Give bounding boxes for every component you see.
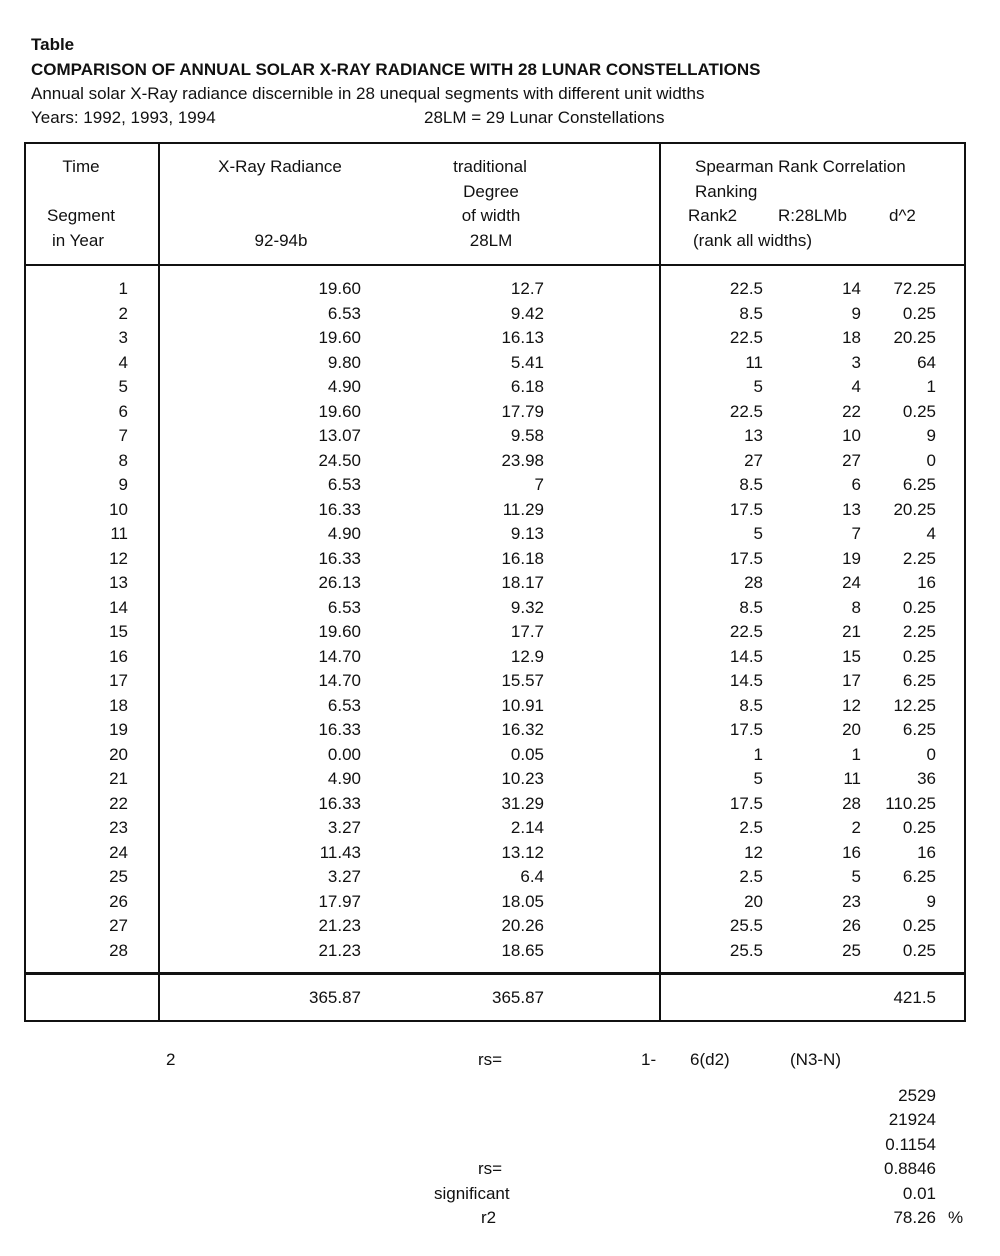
cell-d-squared: 110.25 [885,793,936,813]
cell-degree-width: 18.17 [501,573,544,592]
header-in-year: in Year [52,231,104,250]
cell-rank2: 8.5 [739,303,763,323]
cell-rank-28lmb: 21 [842,622,861,641]
table-label: Table [31,35,75,54]
table-row [0,327,1000,352]
r2-label: r2 [481,1208,497,1227]
cell-segment: 19 [109,720,128,739]
cell-rank-28lmb: 18 [842,328,861,347]
cell-rank-28lmb: 2 [851,818,861,837]
header-28lm: 28LM [469,231,513,250]
cell-d-squared: 36 [917,769,936,788]
cell-xray-radiance: 3.27 [327,867,361,886]
cell-rank2: 17.5 [729,548,763,568]
header-ranking: Ranking [695,182,758,201]
cell-d-squared: 20.25 [893,328,936,347]
table-row [0,523,1000,548]
table-row [0,621,1000,646]
cell-rank2: 8.5 [739,597,763,617]
cell-d-squared: 1 [926,377,936,396]
cell-segment: 1 [118,279,128,298]
cell-rank-28lmb: 8 [851,597,861,617]
table-row [0,940,1000,965]
cell-rank-28lmb: 16 [842,842,861,862]
cell-d-squared: 6.25 [902,475,936,494]
cell-segment: 27 [109,916,128,935]
cell-xray-radiance: 16.33 [318,720,361,739]
table-row [0,768,1000,793]
cell-rank-28lmb: 28 [842,793,861,813]
cell-d-squared: 16 [917,842,936,862]
header-r28lmb: R:28LMb [778,206,847,225]
cell-degree-width: 31.29 [501,793,544,813]
cell-xray-radiance: 3.27 [327,818,361,837]
table-row [0,695,1000,720]
cell-segment: 4 [118,352,128,372]
rs-value: 0.8846 [884,1159,936,1178]
cell-xray-radiance: 17.97 [318,891,361,911]
page-title: COMPARISON OF ANNUAL SOLAR X-RAY RADIANCE WITH 28 LUNAR CONSTELLATIONS [31,60,761,79]
cell-rank-28lmb: 9 [851,303,861,323]
table-row [0,425,1000,450]
cell-rank-28lmb: 27 [842,450,861,470]
cell-segment: 16 [109,646,128,666]
cell-rank-28lmb: 22 [842,401,861,421]
table-row [0,866,1000,891]
cell-xray-radiance: 4.90 [327,524,361,543]
cell-segment: 12 [109,548,128,568]
cell-degree-width: 18.05 [501,891,544,911]
cell-d-squared: 72.25 [893,279,936,298]
cell-segment: 20 [109,744,128,764]
cell-degree-width: 9.58 [510,426,544,445]
cell-rank2: 28 [744,573,763,592]
table-row [0,646,1000,671]
cell-rank2: 25.5 [729,940,763,960]
cell-rank2: 8.5 [739,475,763,494]
cell-rank2: 14.5 [729,671,763,690]
cell-degree-width: 16.13 [501,328,544,347]
cell-d-squared: 6.25 [902,720,936,739]
table-row [0,450,1000,475]
cell-d-squared: 2.25 [902,622,936,641]
cell-xray-radiance: 19.60 [318,328,361,347]
table-row [0,842,1000,867]
table-row [0,572,1000,597]
cell-xray-radiance: 21.23 [318,916,361,935]
cell-rank2: 11 [745,352,763,372]
formula-rs: rs= [478,1050,503,1069]
cell-d-squared: 20.25 [893,499,936,519]
cell-xray-radiance: 16.33 [318,499,361,519]
cell-rank-28lmb: 12 [842,695,861,715]
n3-n-value: 21924 [888,1110,936,1129]
cell-degree-width: 23.98 [501,450,544,470]
cell-xray-radiance: 16.33 [318,548,361,568]
cell-xray-radiance: 4.90 [327,377,361,396]
table-row [0,401,1000,426]
cell-degree-width: 18.65 [501,940,544,960]
table-row [0,303,1000,328]
cell-rank2: 5 [753,769,763,788]
cell-rank-28lmb: 25 [842,940,861,960]
header-d2: d^2 [889,206,916,225]
cell-degree-width: 10.91 [501,695,544,715]
cell-rank2: 12 [744,842,763,862]
table-row [0,474,1000,499]
cell-degree-width: 17.7 [510,622,544,641]
cell-xray-radiance: 19.60 [318,622,361,641]
years-text: Years: 1992, 1993, 1994 [31,108,216,127]
cell-xray-radiance: 16.33 [318,793,361,813]
cell-rank2: 27 [744,450,763,470]
cell-segment: 17 [109,671,128,690]
cell-rank-28lmb: 5 [851,867,861,886]
cell-rank2: 20 [744,891,763,911]
cell-rank-28lmb: 24 [842,573,861,592]
cell-rank2: 25.5 [729,916,763,935]
cell-segment: 18 [109,695,128,715]
cell-segment: 22 [109,793,128,813]
cell-xray-radiance: 14.70 [318,671,361,690]
cell-d-squared: 0.25 [902,597,936,617]
cell-d-squared: 9 [926,891,936,911]
cell-d-squared: 0 [926,450,936,470]
cell-d-squared: 0.25 [902,646,936,666]
cell-xray-radiance: 19.60 [318,279,361,298]
cell-degree-width: 7 [534,475,544,494]
r2-value: 78.26 [893,1208,936,1227]
cell-rank-28lmb: 3 [851,352,861,372]
cell-d-squared: 4 [926,524,936,543]
cell-rank-28lmb: 17 [842,671,861,690]
cell-rank-28lmb: 7 [851,524,861,543]
table-row [0,793,1000,818]
cell-segment: 2 [118,303,128,323]
cell-segment: 10 [109,499,128,519]
cell-xray-radiance: 9.80 [327,352,361,372]
cell-xray-radiance: 14.70 [318,646,361,666]
cell-segment: 15 [109,622,128,641]
cell-d-squared: 0.25 [902,401,936,421]
ratio-value: 0.1154 [885,1135,936,1154]
header-segment: Segment [46,206,116,225]
cell-degree-width: 6.4 [520,867,544,886]
cell-degree-width: 9.13 [510,524,544,543]
header-divider [24,264,966,266]
cell-d-squared: 64 [917,352,936,372]
cell-rank-28lmb: 20 [842,720,861,739]
cell-d-squared: 16 [917,573,936,592]
subtitle: Annual solar X-Ray radiance discernible in 28 unequal segments with different unit widths [31,84,705,103]
cell-rank2: 5 [753,377,763,396]
cell-rank-28lmb: 10 [842,426,861,445]
legend-note: 28LM = 29 Lunar Constellations [424,108,665,127]
cell-degree-width: 16.18 [501,548,544,568]
cell-xray-radiance: 13.07 [318,426,361,445]
cell-rank2: 13 [744,426,763,445]
cell-rank-28lmb: 19 [842,548,861,568]
cell-d-squared: 0.25 [902,916,936,935]
table-row [0,744,1000,769]
header-time: Time [62,157,100,176]
cell-d-squared: 0.25 [902,303,936,323]
table-row [0,352,1000,377]
cell-d-squared: 0.25 [902,818,936,837]
cell-d-squared: 2.25 [902,548,936,568]
cell-rank2: 22.5 [729,279,763,298]
cell-segment: 14 [109,597,128,617]
table-row [0,719,1000,744]
header-degree: Degree [463,182,519,201]
cell-segment: 25 [109,867,128,886]
cell-segment: 28 [109,940,128,960]
cell-rank-28lmb: 15 [842,646,861,666]
header-rank-all-widths: (rank all widths) [693,231,813,250]
cell-degree-width: 20.26 [501,916,544,935]
cell-degree-width: 6.18 [510,377,544,396]
cell-xray-radiance: 6.53 [327,597,361,617]
cell-rank-28lmb: 26 [842,916,861,935]
cell-degree-width: 13.12 [501,842,544,862]
cell-rank2: 5 [753,524,763,543]
cell-degree-width: 5.41 [510,352,544,372]
cell-d-squared: 0 [926,744,936,764]
cell-xray-radiance: 6.53 [327,303,361,323]
cell-rank-28lmb: 4 [851,377,861,396]
cell-xray-radiance: 0.00 [327,744,361,764]
cell-degree-width: 16.32 [501,720,544,739]
cell-xray-radiance: 21.23 [318,940,361,960]
table-row [0,915,1000,940]
cell-degree-width: 2.14 [510,818,544,837]
total-xray: 365.87 [309,988,361,1007]
cell-rank2: 2.5 [739,867,763,886]
cell-d-squared: 9 [926,426,936,445]
cell-segment: 24 [109,842,128,862]
cell-segment: 6 [118,401,128,421]
formula-numerator: 6(d2) [690,1050,730,1069]
rs-label: rs= [478,1159,503,1178]
cell-degree-width: 11.29 [502,499,544,519]
cell-segment: 7 [118,426,128,445]
formula-exponent: 2 [166,1050,176,1069]
total-d2: 421.5 [893,988,936,1007]
cell-rank2: 8.5 [739,695,763,715]
cell-degree-width: 15.57 [501,671,544,690]
cell-segment: 21 [109,769,128,788]
table-row [0,597,1000,622]
significant-value: 0.01 [902,1184,936,1203]
cell-d-squared: 6.25 [902,671,936,690]
cell-xray-radiance: 4.90 [327,769,361,788]
cell-xray-radiance: 11.43 [319,842,361,862]
header-of-width: of width [461,206,521,225]
cell-rank2: 17.5 [729,720,763,739]
cell-rank2: 2.5 [739,818,763,837]
table-row [0,278,1000,303]
cell-segment: 11 [110,524,128,543]
cell-d-squared: 0.25 [902,940,936,960]
cell-degree-width: 9.32 [510,597,544,617]
header-spearman: Spearman Rank Correlation [695,157,906,176]
cell-segment: 5 [118,377,128,396]
header-rank2: Rank2 [688,206,738,225]
total-degree: 365.87 [492,988,544,1007]
cell-degree-width: 12.7 [510,279,544,298]
table-row [0,548,1000,573]
cell-rank2: 22.5 [729,622,763,641]
cell-segment: 8 [118,450,128,470]
cell-rank2: 17.5 [729,499,763,519]
significant-label: significant [434,1184,510,1203]
cell-segment: 13 [109,573,128,592]
cell-rank2: 22.5 [729,401,763,421]
cell-rank-28lmb: 23 [842,891,861,911]
cell-degree-width: 12.9 [510,646,544,666]
sum-6d2-value: 2529 [898,1086,936,1105]
cell-d-squared: 12.25 [893,695,936,715]
cell-d-squared: 6.25 [902,867,936,886]
formula-one-minus: 1- [641,1050,657,1069]
cell-rank2: 14.5 [729,646,763,666]
percent-sign: % [948,1208,964,1227]
cell-degree-width: 9.42 [510,303,544,323]
header-xray-years: 92-94b [254,231,308,250]
table-row [0,817,1000,842]
cell-rank-28lmb: 1 [851,744,861,764]
cell-rank2: 22.5 [729,328,763,347]
cell-xray-radiance: 6.53 [327,695,361,715]
cell-segment: 3 [118,328,128,347]
cell-degree-width: 17.79 [501,401,544,421]
totals-divider [24,972,966,975]
cell-rank-28lmb: 11 [843,769,861,788]
cell-segment: 9 [118,475,128,494]
cell-degree-width: 0.05 [510,744,544,764]
cell-segment: 23 [109,818,128,837]
header-traditional: traditional [453,157,527,176]
formula-denominator: (N3-N) [790,1050,841,1069]
header-xray: X-Ray Radiance [218,157,342,176]
cell-rank-28lmb: 6 [851,475,861,494]
cell-segment: 26 [109,891,128,911]
cell-rank2: 1 [753,744,763,764]
cell-xray-radiance: 26.13 [318,573,361,592]
cell-xray-radiance: 24.50 [318,450,361,470]
cell-rank-28lmb: 13 [842,499,861,519]
table-row [0,670,1000,695]
cell-xray-radiance: 19.60 [318,401,361,421]
table-row [0,376,1000,401]
cell-rank2: 17.5 [729,793,763,813]
cell-rank-28lmb: 14 [842,279,861,298]
cell-xray-radiance: 6.53 [327,475,361,494]
table-row [0,499,1000,524]
table-row [0,891,1000,916]
cell-degree-width: 10.23 [501,769,544,788]
